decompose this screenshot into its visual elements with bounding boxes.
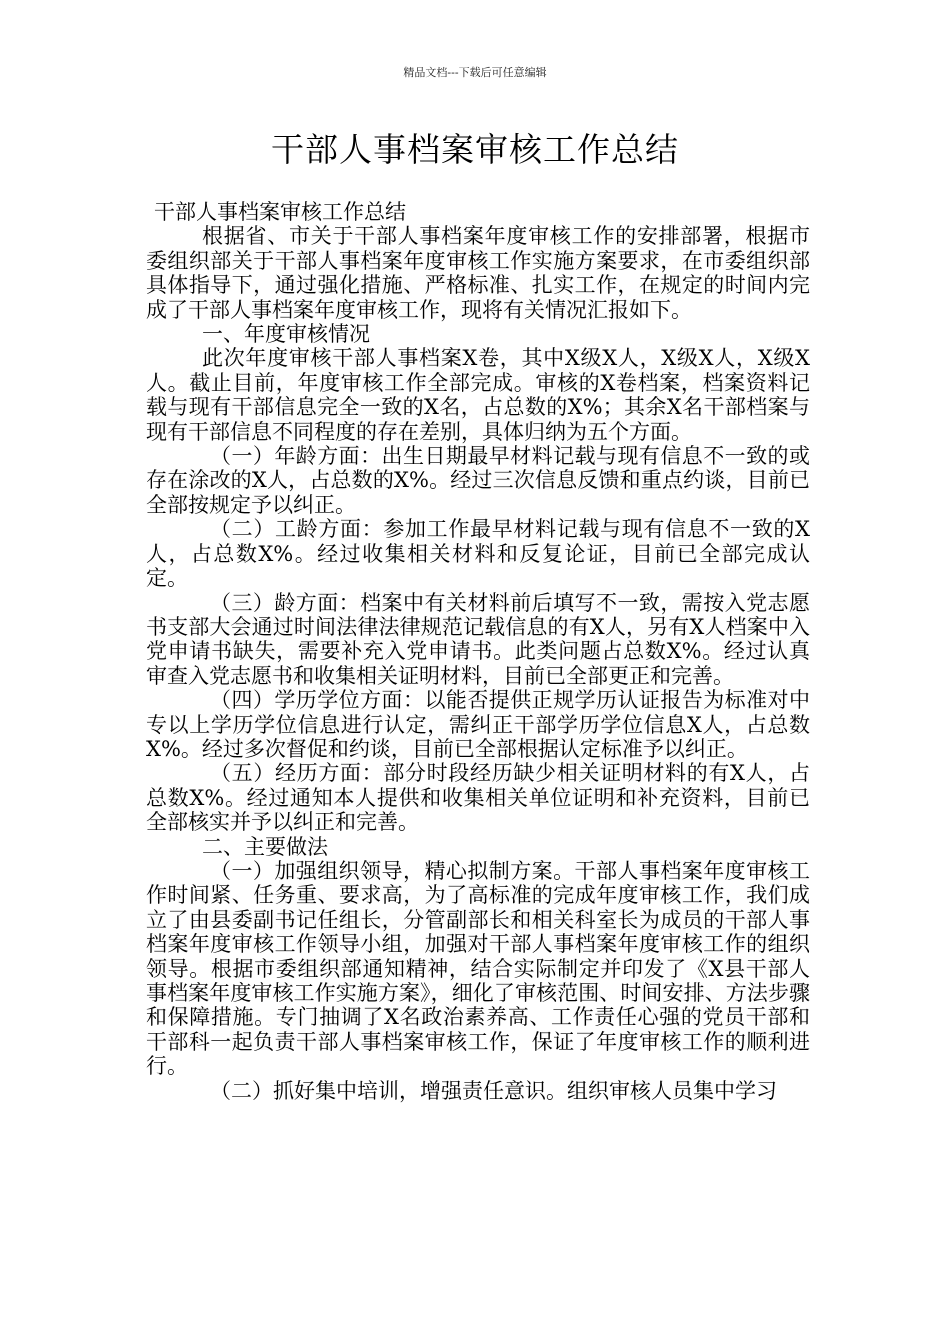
- document-title: 干部人事档案审核工作总结: [271, 130, 679, 169]
- paragraph-work-years: （二）工龄方面：参加工作最早材料记载与现有信息不一致的X人，占总数X%。经过收集相关材料和反复论证，目前已全部完成认定。: [146, 517, 810, 591]
- paragraph-overview: 此次年度审核干部人事档案X卷，其中X级X人，X级X人，X级X人。截止目前，年度审核工作全部完成。审核的X卷档案，档案资料记载与现有干部信息完全一致的X名，占总数的X%；其余X名干部档案与现有干部信息不同程度的存在差别，具体归纳为五个方面。: [146, 346, 810, 444]
- section-heading-1: 一、年度审核情况: [202, 322, 370, 347]
- paragraph-party-age: （三）龄方面：档案中有关材料前后填写不一致，需按入党志愿书支部大会通过时间法律法律规范记载信息的有X人，另有X人档案中入党申请书缺失，需要补充入党申请书。此类问题占总数X%。经过认真审查入党志愿书和收集相关证明材料，目前已全部更正和完善。: [146, 590, 810, 688]
- paragraph-experience: （五）经历方面：部分时段经历缺少相关证明材料的有X人，占总数X%。经过通知本人提供和收集相关单位证明和补充资料，目前已全部核实并予以纠正和完善。: [146, 761, 810, 835]
- paragraph-leadership: （一）加强组织领导，精心拟制方案。干部人事档案年度审核工作时间紧、任务重、要求高，为了高标准的完成年度审核工作，我们成立了由县委副书记任组长，分管副部长和相关科室长为成员的干部人事档案年度审核工作领导小组，加强对干部人事档案年度审核工作的组织领导。根据市委组织部通知精神，结合实际制定并印发了《X县干部人事档案年度审核工作实施方案》，细化了审核范围、时间安排、方法步骤和保障措施。专门抽调了X名政治素养高、工作责任心强的党员干部和干部科一起负责干部人事档案审核工作，保证了年度审核工作的顺利进行。: [146, 858, 810, 1079]
- paragraph-age: （一）年龄方面：出生日期最早材料记载与现有信息不一致的或存在涂改的X人，占总数的X%。经过三次信息反馈和重点约谈，目前已全部按规定予以纠正。: [146, 444, 810, 517]
- section-heading-2: 二、主要做法: [202, 834, 328, 859]
- paragraph-education: （四）学历学位方面：以能否提供正规学历认证报告为标准对中专以上学历学位信息进行认定，需纠正干部学历学位信息X人，占总数X%。经过多次督促和约谈，目前已全部根据认定标准予以纠正。: [146, 688, 810, 761]
- subtitle-line: 干部人事档案审核工作总结: [154, 200, 406, 224]
- intro-paragraph: 根据省、市关于干部人事档案年度审核工作的安排部署，根据市委组织部关于干部人事档案年度审核工作实施方案要求，在市委组织部具体指导下，通过强化措施、严格标准、扎实工作，在规定的时间内完成了干部人事档案年度审核工作，现将有关情况汇报如下。: [146, 224, 810, 322]
- paragraph-training: （二）抓好集中培训，增强责任意识。组织审核人员集中学习: [210, 1078, 777, 1103]
- document-body: [146, 200, 810, 1103]
- page-header: 精品文档---下载后可任意编辑: [403, 66, 547, 79]
